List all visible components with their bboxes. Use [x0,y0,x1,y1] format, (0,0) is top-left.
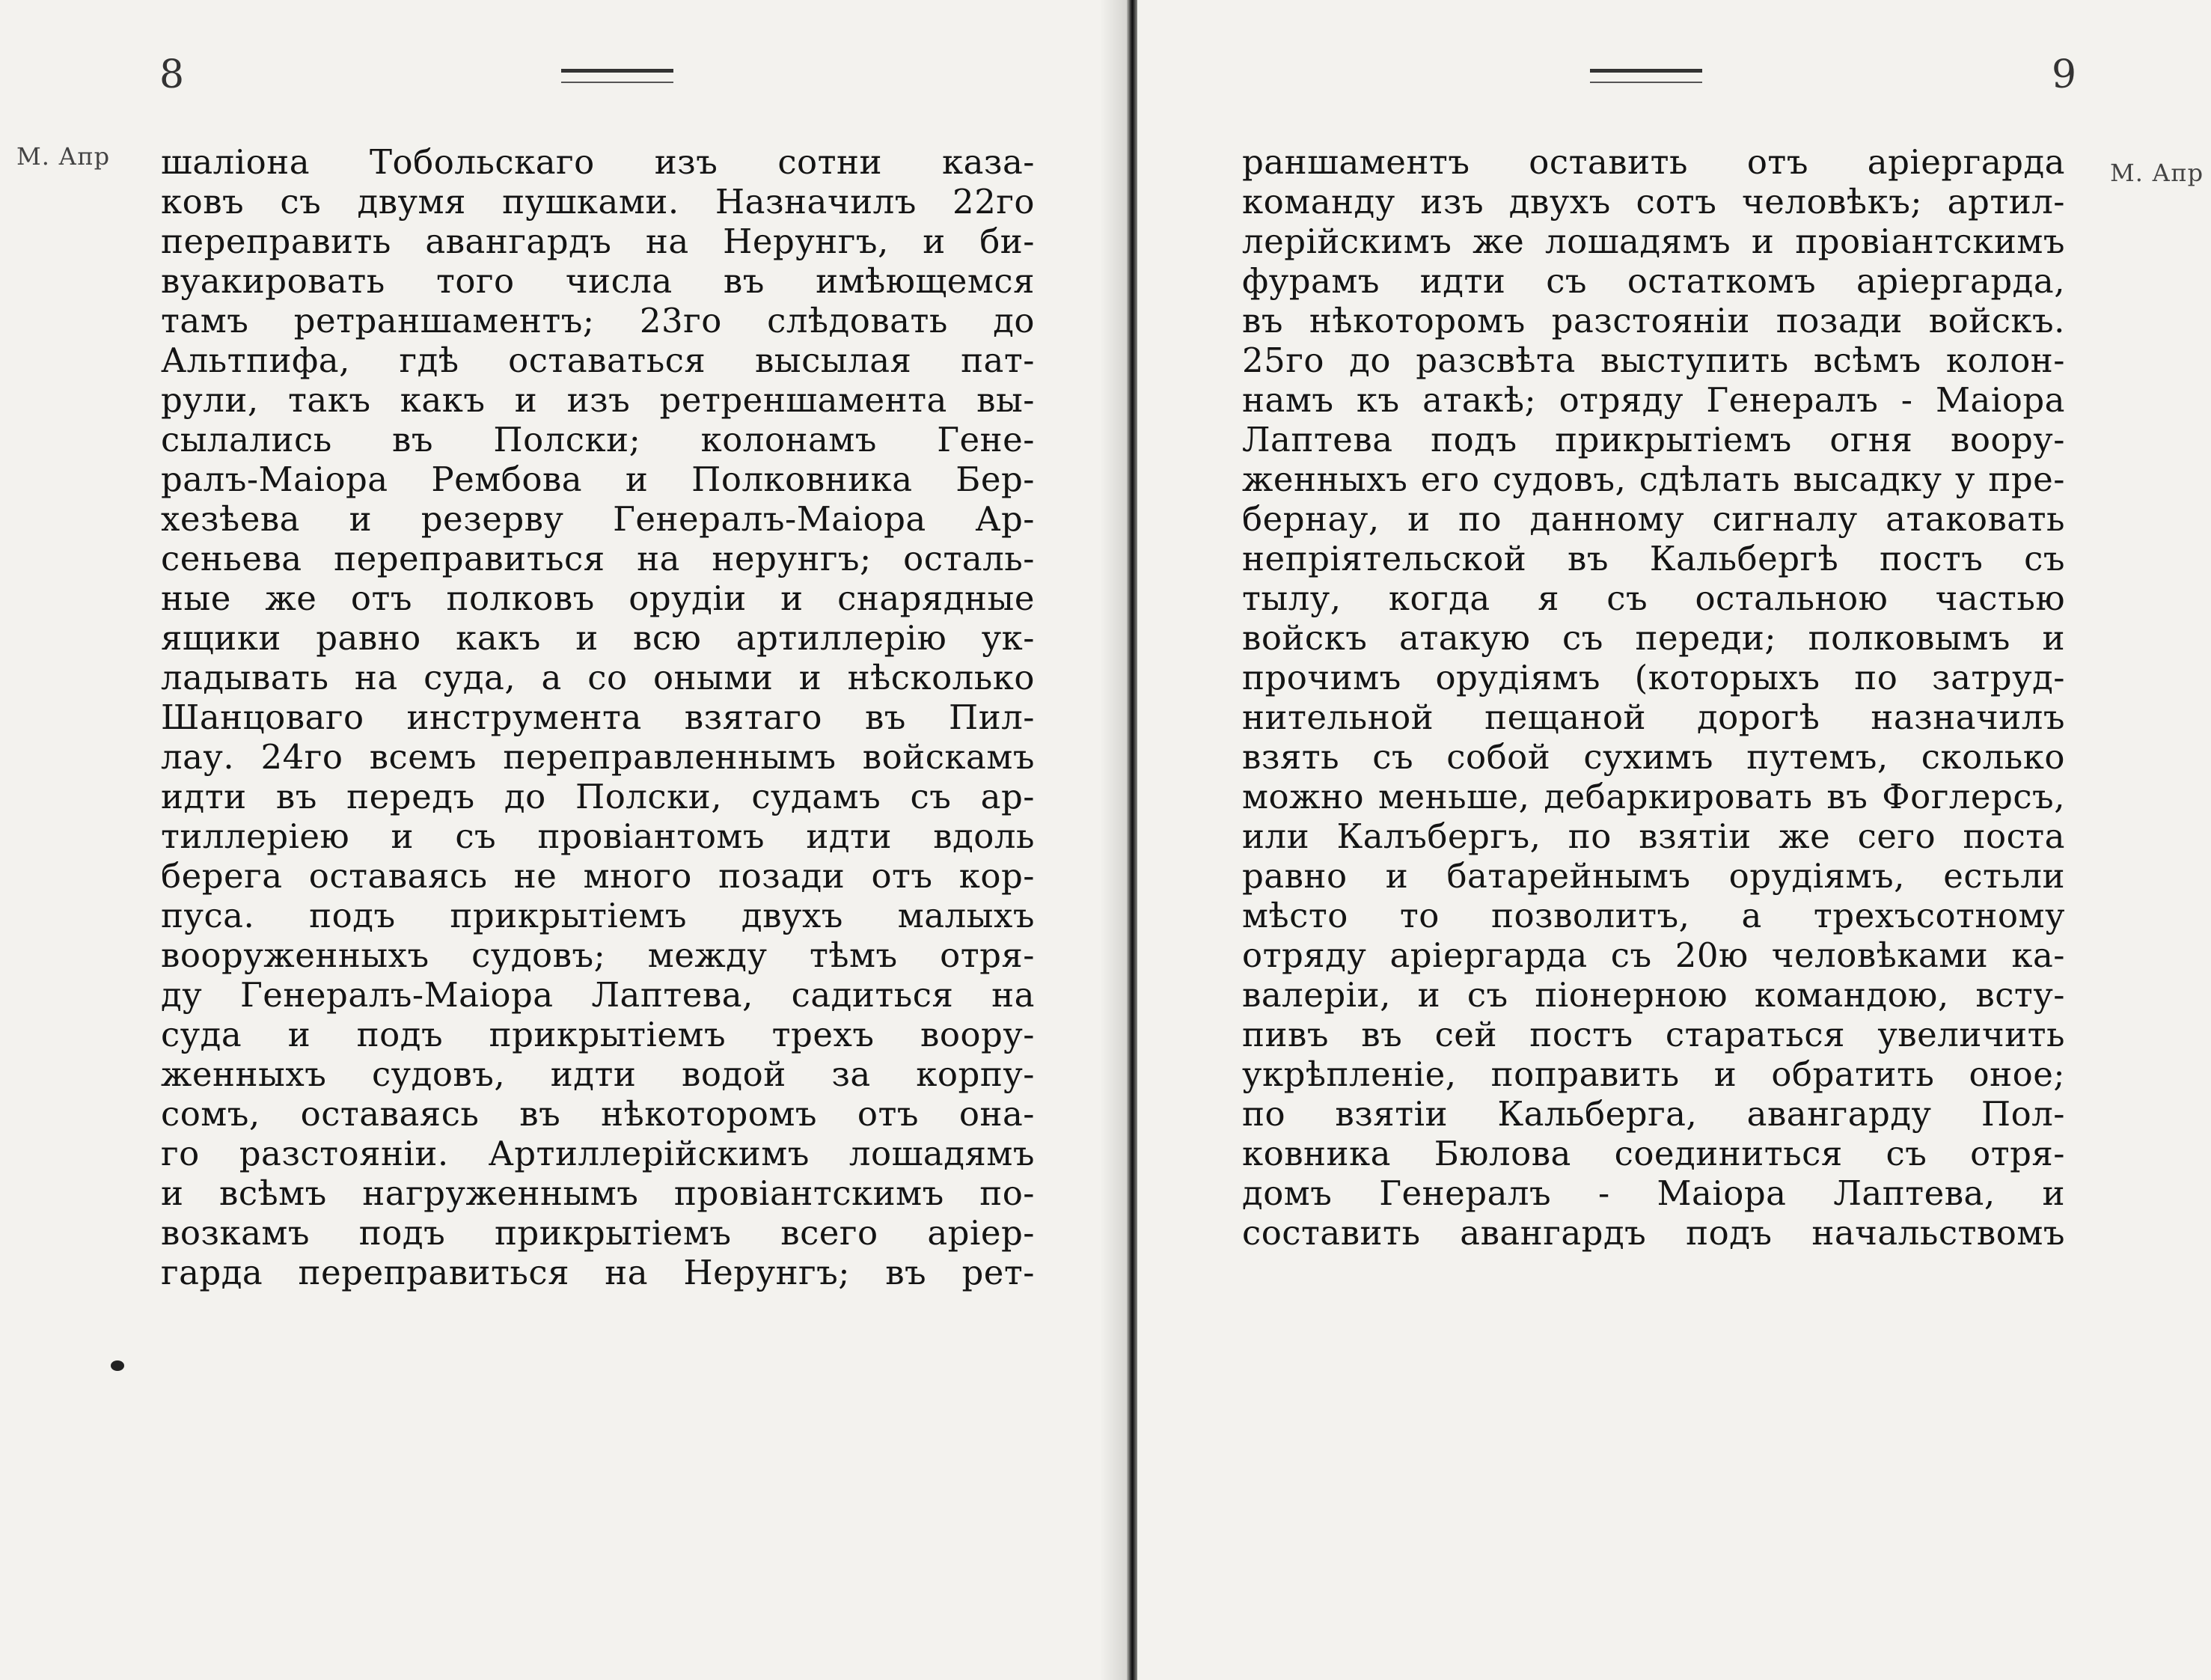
text-line: сомъ, оставаясь въ нѣкоторомъ отъ она- [161,1094,1035,1134]
text-line: по взятіи Кальберга, авангарду Пол- [1242,1094,2065,1134]
text-line: сылались въ Полски; колонамъ Гене- [161,420,1035,459]
text-line: лау. 24го всемъ переправленнымъ войскамъ [161,737,1035,777]
header-ornament [1590,69,1702,83]
text-line: тылу, когда я съ остальною частью [1242,578,2065,618]
text-line: составить авангардъ подъ начальствомъ [1242,1213,2065,1253]
text-line: ралъ-Маіора Рембова и Полковника Бер- [161,459,1035,499]
margin-note: М. Апр [16,142,111,171]
text-line: хезѣева и резерву Генералъ-Маіора Ар- [161,499,1035,539]
text-line: отряду аріергарда съ 20ю человѣками ка- [1242,935,2065,975]
text-line: ковъ съ двумя пушками. Назначилъ 22го [161,182,1035,222]
text-line: въ нѣкоторомъ разстояніи позади войскъ. [1242,301,2065,340]
right-page [1137,0,2211,1680]
text-line: рули, такъ какъ и изъ ретреншамента вы- [161,380,1035,420]
page-number: 9 [2052,52,2077,97]
text-line: ковника Бюлова соединиться съ отря- [1242,1134,2065,1173]
text-line: пивъ въ сей постъ стараться увеличить [1242,1015,2065,1054]
text-line: бернау, и по данному сигналу атаковать [1242,499,2065,539]
margin-note: М. Апр [2110,159,2204,187]
text-line: войскъ атакую съ переди; полковымъ и [1242,618,2065,658]
text-line: ладывать на суда, а со оными и нѣсколько [161,658,1035,697]
text-line: вооруженныхъ судовъ; между тѣмъ отря- [161,935,1035,975]
text-line: можно меньше, дебаркировать въ Фоглерсъ, [1242,777,2065,816]
text-line: валеріи, и съ піонерною командою, всту- [1242,975,2065,1015]
text-line: сеньева переправиться на нерунгъ; осталь- [161,539,1035,578]
text-line: команду изъ двухъ сотъ человѣкъ; артил- [1242,182,2065,222]
text-line: берега оставаясь не много позади отъ кор- [161,856,1035,896]
text-line: фурамъ идти съ остаткомъ аріергарда, [1242,261,2065,301]
text-line: 25го до разсвѣта выступить всѣмъ колон- [1242,340,2065,380]
text-line: непріятельской въ Кальбергѣ постъ съ [1242,539,2065,578]
text-line: прочимъ орудіямъ (которыхъ по затруд- [1242,658,2065,697]
text-line: ные же отъ полковъ орудіи и снарядные [161,578,1035,618]
text-line: возкамъ подъ прикрытіемъ всего аріер- [161,1213,1035,1253]
text-line: тамъ ретраншаментъ; 23го слѣдовать до [161,301,1035,340]
text-line: нительной пещаной дорогѣ назначилъ [1242,697,2065,737]
text-line: тиллеріею и съ провіантомъ идти вдоль [161,816,1035,856]
text-line: ящики равно какъ и всю артиллерію ук- [161,618,1035,658]
text-line: вуакировать того числа въ имѣющемся [161,261,1035,301]
text-line: гарда переправиться на Нерунгъ; въ рет- [161,1253,1035,1292]
text-line: го разстояніи. Артиллерійскимъ лошадямъ [161,1134,1035,1173]
text-line: равно и батарейнымъ орудіямъ, естьли [1242,856,2065,896]
text-line: и всѣмъ нагруженнымъ провіантскимъ по- [161,1173,1035,1213]
text-line: мѣсто то позволитъ, а трехъсотному [1242,896,2065,935]
text-line: идти въ передъ до Полски, судамъ съ ар- [161,777,1035,816]
text-line: суда и подъ прикрытіемъ трехъ воору- [161,1015,1035,1054]
text-line: или Калъбергъ, по взятіи же сего поста [1242,816,2065,856]
text-line: пуса. подъ прикрытіемъ двухъ малыхъ [161,896,1035,935]
book-gutter [1127,0,1137,1680]
text-line: Лаптева подъ прикрытіемъ огня воору- [1242,420,2065,459]
ink-blot-mark [111,1360,124,1371]
header-ornament [561,69,673,83]
text-line: женныхъ его судовъ, сдѣлать высадку у пре- [1242,459,2065,499]
text-line: женныхъ судовъ, идти водой за корпу- [161,1054,1035,1094]
text-line: домъ Генералъ - Маіора Лаптева, и [1242,1173,2065,1213]
text-line: лерійскимъ же лошадямъ и провіантскимъ [1242,222,2065,261]
text-line: Альтпифа, гдѣ оставаться высылая пат- [161,340,1035,380]
page-number: 8 [159,52,185,97]
text-line: раншаментъ оставить отъ аріергарда [1242,142,2065,182]
gutter-shadow [1100,0,1127,1680]
text-line: укрѣпленіе, поправить и обратить оное; [1242,1054,2065,1094]
text-line: шаліона Тобольскаго изъ сотни каза- [161,142,1035,182]
text-column [161,142,1035,1292]
text-line: Шанцоваго инструмента взятаго въ Пил- [161,697,1035,737]
text-line: намъ къ атакѣ; отряду Генералъ - Маіора [1242,380,2065,420]
text-column [1242,142,2065,1253]
text-line: взять съ собой сухимъ путемъ, сколько [1242,737,2065,777]
text-line: переправить авангардъ на Нерунгъ, и би- [161,222,1035,261]
text-line: ду Генералъ-Маіора Лаптева, садиться на [161,975,1035,1015]
